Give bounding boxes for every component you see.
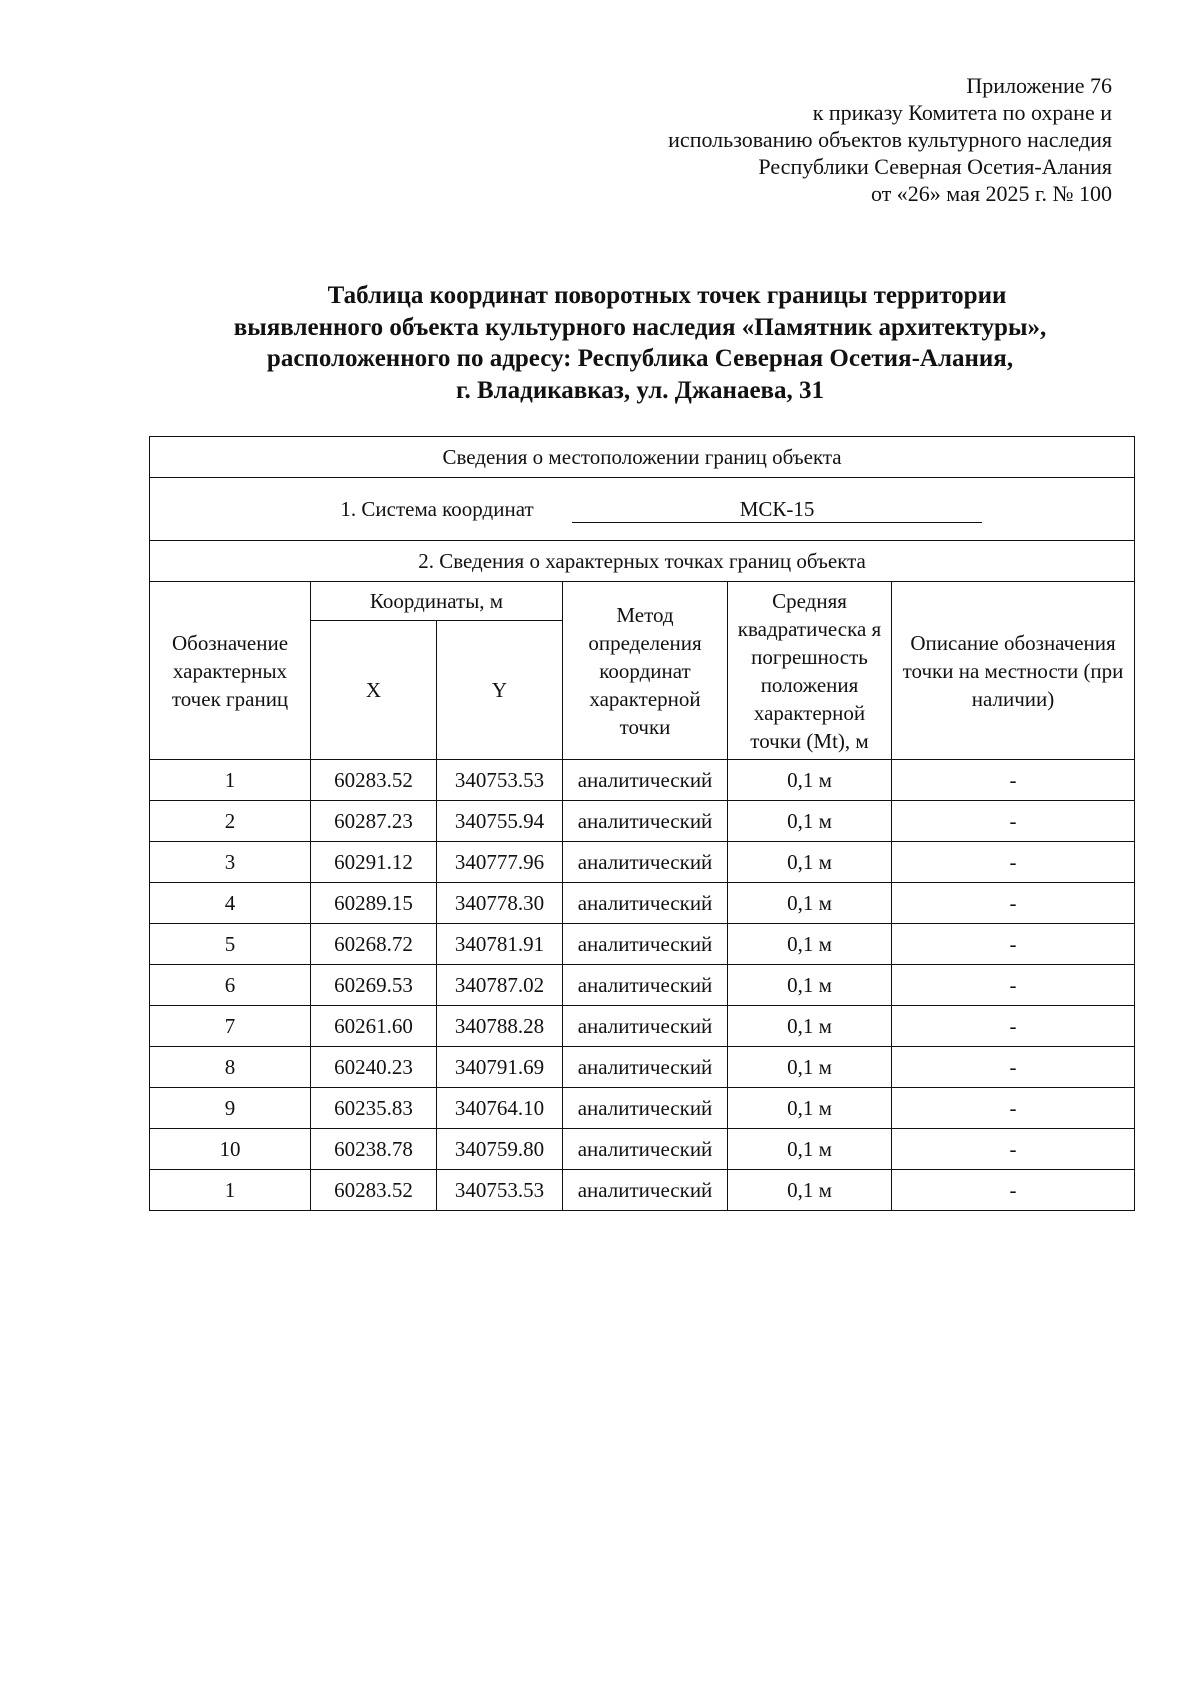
cell-coord-y: 340759.80 [437, 1129, 563, 1170]
cell-method: аналитический [563, 842, 728, 883]
cell-description: - [892, 760, 1135, 801]
cell-method: аналитический [563, 760, 728, 801]
cell-coord-x: 60283.52 [311, 1170, 437, 1211]
table-row [150, 1047, 1135, 1088]
cell-description: - [892, 1170, 1135, 1211]
cell-description: - [892, 842, 1135, 883]
title-line-4: г. Владикавказ, ул. Джанаева, 31 [455, 376, 825, 404]
points-section-label: 2. Сведения о характерных точках границ объекта [150, 541, 1135, 582]
appendix-republic-line: Республики Северная Осетия-Алания [758, 154, 1112, 179]
cell-description: - [892, 883, 1135, 924]
cell-coord-x: 60283.52 [311, 760, 437, 801]
cell-coord-x: 60238.78 [311, 1129, 437, 1170]
appendix-committee-line: использованию объектов культурного наследия [668, 127, 1112, 152]
cell-coord-y: 340753.53 [437, 1170, 563, 1211]
cell-coord-y: 340778.30 [437, 883, 563, 924]
cell-error: 0,1 м [728, 1047, 892, 1088]
cell-description: - [892, 1088, 1135, 1129]
cell-description: - [892, 801, 1135, 842]
cell-error: 0,1 м [728, 965, 892, 1006]
table-row [150, 1006, 1135, 1047]
cell-coord-x: 60240.23 [311, 1047, 437, 1088]
table-row [150, 801, 1135, 842]
table-row [150, 760, 1135, 801]
document-title [150, 280, 1130, 406]
cell-point-number: 4 [150, 883, 311, 924]
cell-point-number: 1 [150, 1170, 311, 1211]
cell-point-number: 3 [150, 842, 311, 883]
cell-error: 0,1 м [728, 1088, 892, 1129]
table-row [150, 883, 1135, 924]
cell-coord-y: 340753.53 [437, 760, 563, 801]
cell-point-number: 2 [150, 801, 311, 842]
cell-coord-y: 340764.10 [437, 1088, 563, 1129]
cell-coord-y: 340787.02 [437, 965, 563, 1006]
cell-coord-y: 340788.28 [437, 1006, 563, 1047]
cell-coord-x: 60289.15 [311, 883, 437, 924]
coord-system-cell [150, 478, 1135, 541]
coord-system-label: 1. Система координат [340, 497, 534, 521]
cell-method: аналитический [563, 1047, 728, 1088]
cell-point-number: 10 [150, 1129, 311, 1170]
appendix-number: Приложение 76 [966, 73, 1112, 98]
coordinates-table [149, 436, 1135, 1211]
title-line-1: Таблица координат поворотных точек границы территории [327, 282, 1007, 309]
cell-coord-x: 60235.83 [311, 1088, 437, 1129]
cell-method: аналитический [563, 801, 728, 842]
header-description: Описание обозначения точки на местности (при наличии) [892, 582, 1135, 760]
cell-point-number: 8 [150, 1047, 311, 1088]
points-section-row [150, 541, 1135, 582]
cell-method: аналитический [563, 924, 728, 965]
cell-coord-x: 60287.23 [311, 801, 437, 842]
header-method: Метод определения координат характерной точки [563, 582, 728, 760]
cell-error: 0,1 м [728, 842, 892, 883]
cell-description: - [892, 965, 1135, 1006]
cell-point-number: 7 [150, 1006, 311, 1047]
title-line-3: расположенного по адресу: Республика Северная Осетия-Алания, [266, 345, 1014, 372]
cell-method: аналитический [563, 1006, 728, 1047]
cell-error: 0,1 м [728, 1129, 892, 1170]
appendix-date-line: от «26» мая 2025 г. № 100 [870, 181, 1112, 206]
cell-coord-y: 340755.94 [437, 801, 563, 842]
coord-system-row [150, 478, 1135, 541]
header-designation: Обозначение характерных точек границ [150, 582, 311, 760]
cell-error: 0,1 м [728, 801, 892, 842]
cell-coord-x: 60291.12 [311, 842, 437, 883]
section-title: Сведения о местоположении границ объекта [150, 437, 1135, 478]
cell-coord-x: 60268.72 [311, 924, 437, 965]
header-x: X [311, 621, 437, 760]
appendix-order-line: к приказу Комитета по охране и [812, 100, 1112, 125]
cell-description: - [892, 1047, 1135, 1088]
table-row [150, 1170, 1135, 1211]
cell-error: 0,1 м [728, 1170, 892, 1211]
cell-error: 0,1 м [728, 1006, 892, 1047]
appendix-header [668, 72, 1112, 207]
cell-coord-x: 60269.53 [311, 965, 437, 1006]
cell-method: аналитический [563, 1088, 728, 1129]
header-row-top [150, 582, 1135, 621]
header-error: Средняя квадратическа я погрешность положения характерной точки (Mt), м [728, 582, 892, 760]
cell-coord-y: 340777.96 [437, 842, 563, 883]
cell-point-number: 9 [150, 1088, 311, 1129]
cell-coord-y: 340781.91 [437, 924, 563, 965]
cell-point-number: 5 [150, 924, 311, 965]
cell-method: аналитический [563, 883, 728, 924]
table-row [150, 1088, 1135, 1129]
cell-method: аналитический [563, 1129, 728, 1170]
header-y: Y [437, 621, 563, 760]
table-row [150, 965, 1135, 1006]
cell-coord-x: 60261.60 [311, 1006, 437, 1047]
table-row [150, 1129, 1135, 1170]
table-row [150, 924, 1135, 965]
cell-description: - [892, 1006, 1135, 1047]
cell-point-number: 6 [150, 965, 311, 1006]
section-title-row [150, 437, 1135, 478]
cell-point-number: 1 [150, 760, 311, 801]
cell-method: аналитический [563, 965, 728, 1006]
cell-coord-y: 340791.69 [437, 1047, 563, 1088]
title-line-2: выявленного объекта культурного наследия «Памятник архитектуры», [233, 313, 1047, 341]
cell-description: - [892, 924, 1135, 965]
table-data-body [150, 760, 1135, 1211]
coord-system-value: МСК-15 [572, 496, 982, 523]
cell-method: аналитический [563, 1170, 728, 1211]
cell-description: - [892, 1129, 1135, 1170]
cell-error: 0,1 м [728, 883, 892, 924]
cell-error: 0,1 м [728, 760, 892, 801]
table-row [150, 842, 1135, 883]
cell-error: 0,1 м [728, 924, 892, 965]
header-coordinates: Координаты, м [311, 582, 563, 621]
